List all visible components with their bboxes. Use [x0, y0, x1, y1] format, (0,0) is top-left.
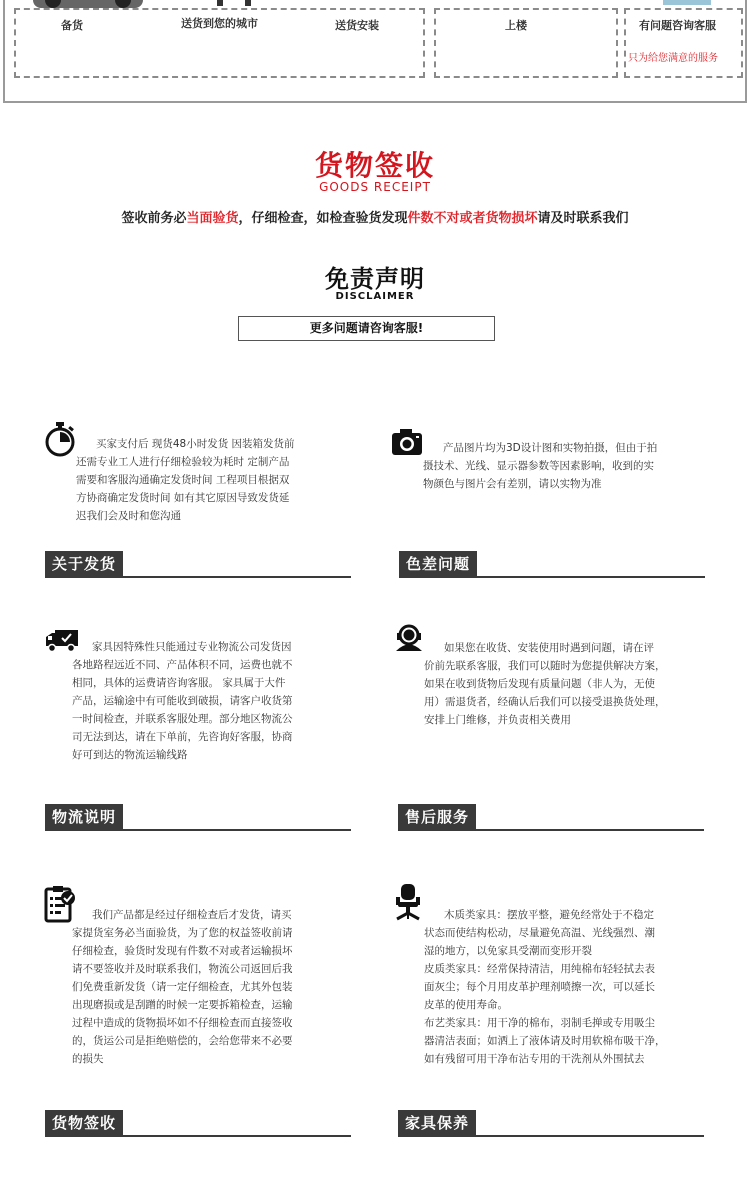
receipt-notice [0, 207, 750, 226]
service-strip [3, 0, 747, 103]
paragraph-line: 请不要签收并及时联系我们，物流公司返回后我 [72, 963, 293, 975]
paragraph-line: 摄技术、光线、显示器参数等因素影响，收到的实 [423, 460, 654, 472]
section-tag-color: 色差问题 [399, 551, 477, 577]
paragraph-line: 用）需退货者，经确认后我们可以接受退换货处理， [424, 696, 666, 708]
section-tag-maintenance: 家具保养 [398, 1110, 476, 1136]
paragraph-line: 需要和客服沟通确定发货时间 工程项目根据双 [76, 474, 290, 486]
disclaimer-subtitle: DISCLAIMER [335, 291, 415, 302]
paragraph-line: 器清洁表面；如洒上了液体请及时用软棉布吸干净， [424, 1035, 666, 1047]
paragraph-line: 布艺类家具：用干净的棉布，羽制毛掸或专用吸尘 [424, 1017, 655, 1029]
color-difference-text [423, 439, 657, 493]
paragraph-line: 一时间检查，并联系客服处理。部分地区物流公 [72, 713, 293, 725]
shipping-text [76, 435, 295, 525]
section-rule [399, 576, 705, 578]
notice-text: ，仔细检查，如检查验货发现 [238, 211, 408, 226]
section-rule [45, 576, 351, 578]
paragraph-line: 家提货室务必当面验货，为了您的权益签收前请 [72, 927, 293, 939]
goods-receipt-text [72, 906, 293, 1068]
office-chair-icon [393, 883, 423, 925]
notice-highlight: 件数不对或者货物损坏 [407, 211, 538, 226]
furniture-care-text [424, 906, 666, 1068]
paragraph-line: 皮革的使用寿命。 [424, 999, 508, 1011]
section-rule [45, 1135, 351, 1137]
paragraph-line: 家具因特殊性只能通过专业物流公司发货因 [92, 641, 292, 653]
paragraph-line: 的，货运公司是拒绝赔偿的，会给您带来不必要 [72, 1035, 293, 1047]
section-tag-receipt: 货物签收 [45, 1110, 123, 1136]
paragraph-line: 还需专业工人进行仔细检验较为耗时 定制产品 [76, 456, 290, 468]
section-tag-logistics: 物流说明 [45, 804, 123, 830]
paragraph-line: 状态而使结构松动，尽量避免高温、光线强烈、潮 [424, 927, 655, 939]
step-contact-support: 有问题咨询客服 [639, 19, 716, 32]
paragraph-line: 安排上门维修，并负责相关费用 [424, 714, 571, 726]
paragraph-line: 如果您在收货、安装使用时遇到问题，请在评 [444, 642, 654, 654]
paragraph-line: 木质类家具：摆放平整，避免经常处于不稳定 [444, 909, 654, 921]
paragraph-line: 物颜色与图片会有差别，请以实物为准 [423, 478, 602, 490]
section-rule [398, 829, 704, 831]
stopwatch-icon [44, 422, 76, 462]
logistics-text [72, 638, 293, 764]
receipt-subtitle: GOODS RECEIPT [319, 180, 431, 194]
section-rule [45, 829, 351, 831]
paragraph-line: 们免费重新发货（请一定仔细检查，尤其外包装 [72, 981, 293, 993]
paragraph-line: 迟我们会及时和您沟通 [76, 510, 181, 522]
service-badge-graphic [663, 0, 711, 5]
paragraph-line: 湿的地方，以免家具受潮而变形开裂 [424, 945, 592, 957]
paragraph-line: 如有残留可用干净布沾专用的干洗剂从外围拭去 [424, 1053, 645, 1065]
section-tag-shipping: 关于发货 [45, 551, 123, 577]
paragraph-line: 相同，具体的运费请咨询客服。 家具属于大件 [72, 677, 286, 689]
section-tag-after-sales: 售后服务 [398, 804, 476, 830]
section-rule [398, 1135, 704, 1137]
step-prepare: 备货 [61, 19, 83, 32]
step-marker-icon [245, 0, 251, 6]
paragraph-line: 买家支付后 现货48小时发货 因装箱发货前 [96, 438, 295, 450]
step-upstairs: 上楼 [505, 19, 527, 32]
paragraph-line: 仔细检查，验货时发现有件数不对或者运输损坏 [72, 945, 293, 957]
step-install: 送货安装 [335, 19, 379, 32]
paragraph-line: 产品图片均为3D设计图和实物拍摄，但由于拍 [443, 442, 658, 454]
disclaimer-title: 免责声明 [325, 265, 425, 293]
paragraph-line: 各地路程远近不同、产品体积不同，运费也就不 [72, 659, 293, 671]
camera-icon [391, 428, 423, 460]
receipt-title: 货物签收 [314, 149, 435, 182]
contact-support-button[interactable]: 更多问题请咨询客服! [238, 316, 495, 341]
paragraph-line: 价前先联系客服，我们可以随时为您提供解决方案， [424, 660, 666, 672]
paragraph-line: 出现磨损或是刮蹭的时候一定要拆箱检查，运输 [72, 999, 293, 1011]
paragraph-line: 方协商确定发货时间 如有其它原因导致发货延 [76, 492, 290, 504]
customer-service-icon [394, 624, 424, 656]
paragraph-line: 产品，运输途中有可能收到破损，请客户收货第 [72, 695, 293, 707]
notice-highlight: 当面验货 [186, 211, 239, 226]
paragraph-line: 如果在收到货物后发现有质量问题（非人为，无使 [424, 678, 655, 690]
after-sales-text [424, 639, 666, 729]
step-ship-to-city: 送货到您的城市 [181, 17, 258, 30]
notice-text: 签收前务必 [121, 211, 187, 226]
notice-text: 请及时联系我们 [537, 211, 629, 226]
service-slogan: 只为给您满意的服务 [628, 53, 718, 64]
paragraph-line: 皮质类家具：经常保持清洁，用纯棉布轻轻拭去表 [424, 963, 655, 975]
paragraph-line: 过程中造成的货物损坏如不仔细检查而直接签收 [72, 1017, 293, 1029]
paragraph-line: 好可到达的物流运输线路 [72, 749, 188, 761]
paragraph-line: 的损失 [72, 1053, 104, 1065]
paragraph-line: 司无法到达，请在下单前，先咨询好客服，协商 [72, 731, 293, 743]
step-marker-icon [217, 0, 223, 6]
paragraph-line: 我们产品都是经过仔细检查后才发货，请买 [92, 909, 292, 921]
paragraph-line: 面灰尘；每个月用皮革护理剂喷擦一次，可以延长 [424, 981, 655, 993]
